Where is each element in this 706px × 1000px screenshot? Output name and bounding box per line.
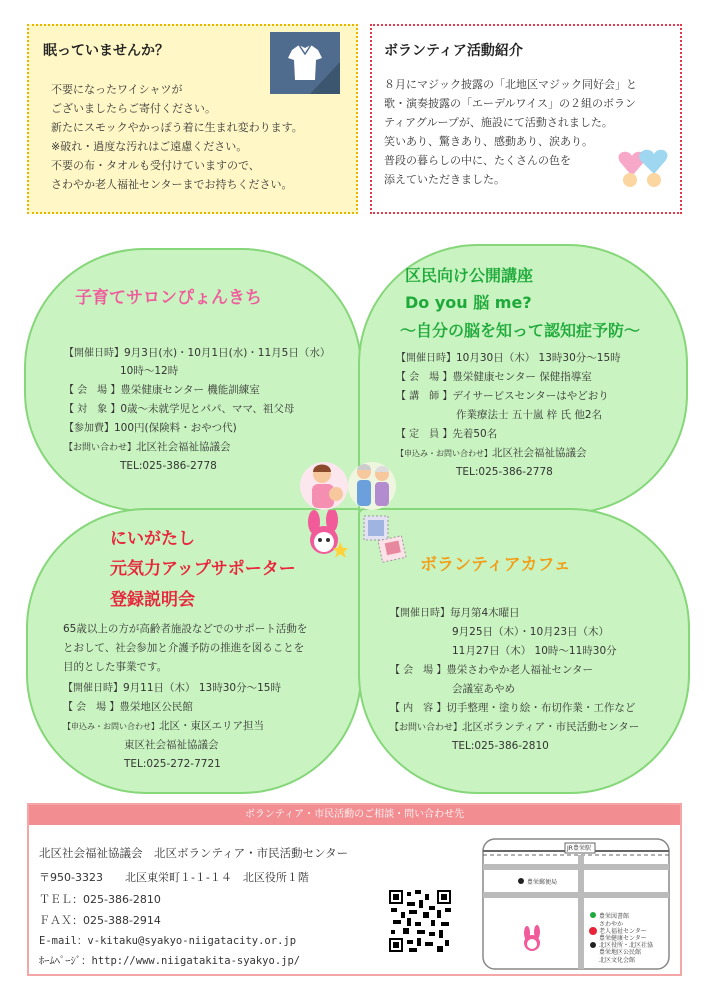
lecture-subtitle: Do you 脳 me? — [405, 293, 532, 312]
donation-panel — [27, 24, 358, 214]
location-map — [481, 835, 671, 972]
stamps-icon — [358, 512, 408, 564]
supporter-title-2: 元気力アップサポーター — [110, 559, 296, 579]
intro-line: 添えていただきました。 — [384, 173, 505, 186]
lecture-row: 作業療法士 五十嵐 梓 氏 他2名 — [456, 409, 603, 421]
mascot-icon — [300, 510, 348, 562]
supporter-desc: 目的とした事業です。 — [63, 661, 168, 673]
supporter-row: TEL:025-272-7721 — [124, 758, 221, 770]
footer-header: ボランティア・市民活動のご相談・問い合わせ先 — [29, 805, 680, 825]
donation-line: 不要になったワイシャツが — [51, 83, 183, 96]
salon-row: 【 会 場 】豊栄健康センター 機能訓練室 — [64, 384, 260, 396]
footer-fax: ＦＡＸ：025-388-2914 — [39, 914, 161, 927]
volunteer-intro-title: ボランティア活動紹介 — [384, 43, 523, 59]
salon-row: 【 対 象 】0歳～未就学児とパパ、ママ、祖父母 — [64, 403, 295, 415]
salon-row: 【開催日時】9月3日(水)・10月1日(水)・11月5日（水） — [64, 347, 331, 359]
lecture-row: 【開催日時】10月30日（木） 13時30分～15時 — [396, 352, 621, 364]
contact-footer — [27, 803, 682, 976]
map-label: 豊栄地区公民館 — [599, 949, 642, 956]
supporter-desc: 65歳以上の方が高齢者施設などでのサポート活動を — [63, 623, 308, 635]
lecture-row: 【 講 師 】デイサービスセンターはやどおり — [396, 390, 609, 402]
qr-code — [389, 890, 451, 952]
shirt-icon — [270, 32, 340, 94]
hearts-icon — [610, 144, 676, 192]
cafe-row: 会議室あやめ — [452, 683, 515, 695]
map-station-label: JR豊栄駅 — [567, 845, 591, 852]
cafe-row: 【お問い合わせ】北区ボランティア・市民活動センター — [390, 721, 640, 733]
map-label: 老人福祉センター — [599, 928, 647, 935]
cafe-row: 【開催日時】毎月第4木曜日 — [390, 607, 520, 619]
cafe-row: 11月27日（木） 10時～11時30分 — [452, 645, 617, 657]
cafe-row: TEL:025-386-2810 — [452, 740, 549, 752]
footer-tel: ＴＥＬ：025-386-2810 — [39, 893, 161, 906]
intro-line: 普段の暮らしの中に、たくさんの色を — [384, 154, 571, 167]
volunteer-intro-panel — [370, 24, 682, 214]
map-label: 豊栄郵便局 — [527, 879, 558, 886]
cafe-title: ボランティアカフェ — [420, 555, 571, 575]
intro-line: ８月にマジック披露の「北地区マジック同好会」と — [384, 78, 637, 91]
footer-address: 〒950-3323 北区東栄町１-１-１４ 北区役所１階 — [39, 871, 309, 884]
salon-title: 子育てサロンぴょんきち — [75, 288, 262, 308]
donation-line: 不要の布・タオルも受付けていますので、 — [51, 159, 260, 172]
footer-website[interactable]: ﾎｰﾑﾍﾟｰｼﾞ：http://www.niigatakita-syakyo.jp/ — [39, 955, 301, 967]
supporter-row: 【申込み・お問い合わせ】北区・東区エリア担当 — [63, 720, 264, 732]
donation-line: ※破れ・過度な汚れはご遠慮ください。 — [51, 140, 248, 153]
salon-row: 【参加費】100円(保険料・おやつ代) — [64, 422, 237, 434]
donation-line: 新たにスモックやかっぽう着に生まれ変わります。 — [51, 121, 303, 134]
family-illustration — [296, 456, 404, 516]
salon-row: 10時～12時 — [120, 365, 179, 377]
intro-line: ティアグループが、施設にて活動されました。 — [384, 116, 613, 129]
lecture-subtitle2: ～自分の脳を知って認知症予防～ — [400, 321, 641, 340]
supporter-row: 【 会 場 】豊栄地区公民館 — [63, 701, 193, 713]
salon-row: TEL:025-386-2778 — [120, 460, 217, 472]
cafe-row: 9月25日（木）・10月23日（木） — [452, 626, 610, 638]
lecture-title: 区民向け公開講座 — [405, 266, 534, 285]
intro-line: 歌・演奏披露の「エーデルワイス」の２組のボラン — [384, 97, 637, 110]
supporter-desc: とおして、社会参加と介護予防の推進を図ることを — [63, 642, 305, 654]
lecture-row: TEL:025-386-2778 — [456, 466, 553, 478]
map-label: さわやか — [599, 921, 624, 928]
donation-line: さわやか老人福祉センターまでお持ちください。 — [51, 178, 293, 191]
cafe-row: 【 会 場 】豊栄さわやか老人福祉センター — [390, 664, 593, 676]
lecture-row: 【 定 員 】先着50名 — [396, 428, 498, 440]
footer-org: 北区社会福祉協議会 北区ボランティア・市民活動センター — [39, 846, 349, 860]
donation-title: 眠っていませんか？ — [43, 43, 169, 59]
map-label: 豊栄図書館 — [599, 913, 630, 920]
salon-row: 【お問い合わせ】北区社会福祉協議会 — [64, 441, 231, 453]
lecture-row: 【申込み・お問い合わせ】北区社会福祉協議会 — [396, 447, 587, 459]
supporter-row: 東区社会福祉協議会 — [124, 739, 219, 751]
supporter-title-1: にいがたし — [110, 529, 195, 549]
supporter-title-3: 登録説明会 — [110, 590, 195, 610]
map-label: 北区役所・北区社協 — [599, 942, 654, 949]
map-label: 豊栄健康センター — [599, 935, 647, 942]
footer-email[interactable]: E-mail：v-kitaku@syakyo-niigatacity.or.jp — [39, 935, 297, 947]
supporter-row: 【開催日時】9月11日（木） 13時30分～15時 — [63, 682, 281, 694]
donation-line: ございましたらご寄付ください。 — [51, 102, 216, 115]
intro-line: 笑いあり、驚きあり、感動あり、涙あり。 — [384, 135, 593, 148]
lecture-row: 【 会 場 】豊栄健康センター 保健指導室 — [396, 371, 592, 383]
cafe-row: 【 内 容 】切手整理・塗り絵・布切作業・工作など — [390, 702, 636, 714]
map-label: 北区文化会館 — [599, 957, 636, 964]
